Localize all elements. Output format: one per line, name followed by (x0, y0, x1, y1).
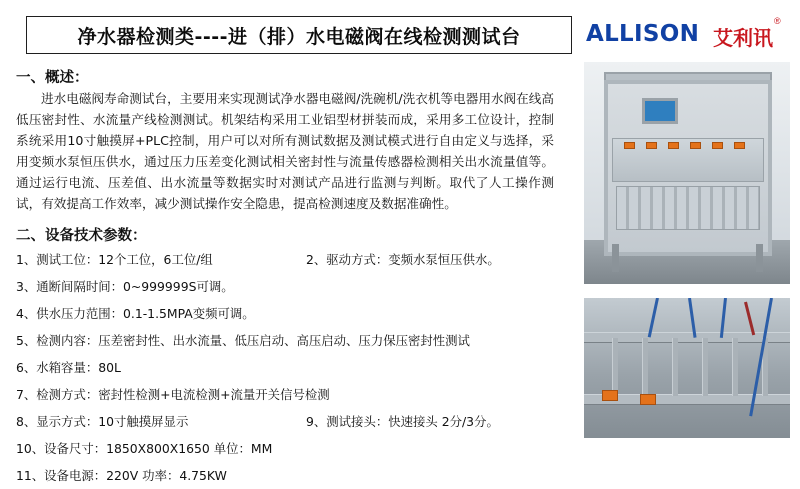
list-item (16, 462, 576, 489)
page-title-box (26, 16, 572, 54)
parameters-heading: 二、设备技术参数： (16, 228, 147, 244)
parameters-list (16, 246, 576, 489)
param-main: 6、水箱容量：80L (16, 360, 121, 375)
list-item (16, 327, 576, 354)
brand-name-cn: 艾利讯 (713, 26, 773, 50)
fixture-post (732, 338, 738, 396)
orange-button (690, 142, 701, 149)
list-item (16, 381, 576, 408)
fixture-post (642, 338, 648, 396)
fixture-post (702, 338, 708, 396)
list-item (16, 435, 576, 462)
list-item (16, 354, 576, 381)
orange-button (734, 142, 745, 149)
registered-trademark-icon: ® (774, 16, 781, 26)
fixture-post (612, 338, 618, 396)
param-main: 3、通断间隔时间：0~999999S可调。 (16, 279, 234, 294)
orange-button (640, 394, 656, 405)
fixture-post (672, 338, 678, 396)
param-main: 11、设备电源：220V 功率：4.75KW (16, 468, 227, 483)
param-main: 4、供水压力范围：0.1-1.5MPA变频可调。 (16, 306, 255, 321)
list-item (16, 273, 576, 300)
param-main: 7、检测方式：密封性检测+电流检测+流量开关信号检测 (16, 387, 330, 402)
machine-photo (584, 62, 790, 284)
overview-heading: 一、概述： (16, 70, 89, 86)
param-main: 10、设备尺寸：1850X800X1650 单位：MM (16, 441, 273, 456)
orange-button (602, 390, 618, 401)
param-main: 8、显示方式：10寸触摸屏显示 (16, 414, 189, 429)
machine-test-bay (616, 186, 760, 230)
param-main: 1、测试工位：12个工位，6工位/组 (16, 252, 213, 267)
touchscreen-panel (642, 98, 678, 124)
orange-button (712, 142, 723, 149)
list-item (16, 408, 576, 435)
orange-button (668, 142, 679, 149)
param-second: 2、驱动方式：变频水泵恒压供水。 (306, 252, 500, 267)
list-item (16, 246, 576, 273)
page-title: 净水器检测类----进（排）水电磁阀在线检测测试台 (77, 25, 521, 48)
orange-button (646, 142, 657, 149)
brand-logo (586, 14, 786, 54)
orange-button (624, 142, 635, 149)
detail-photo (584, 298, 790, 438)
brand-name-en: ALLISON (586, 21, 700, 47)
param-main: 5、检测内容：压差密封性、出水流量、低压启动、高压启动、压力保压密封性测试 (16, 333, 470, 348)
overview-paragraph: 进水电磁阀寿命测试台，主要用来实现测试净水器电磁阀/洗碗机/洗衣机等电器用水阀在线高低压密封性、水流量产线检测测试。机架结构采用工业铝型材拼装而成，采用多工位设计，控制系统采用10寸触摸屏+PLC控制，用户可以对所有测试数据及测试模式进行自由定义与选择，采用变频水泵恒压供水，通过压力压差变化测试相关密封性与流量传感器检测相关出水流量值等。通过运行电流、压差值、出水流量等数据实时对测试产品进行监测与判断。取代了人工操作测试，有效提高工作效率，减少测试操作安全隐患，提高检测速度及数据准确性。 (16, 91, 554, 211)
machine-leg (756, 244, 763, 272)
machine-leg (612, 244, 619, 272)
param-second: 9、测试接头：快速接头 2分/3分。 (306, 414, 499, 429)
list-item (16, 300, 576, 327)
